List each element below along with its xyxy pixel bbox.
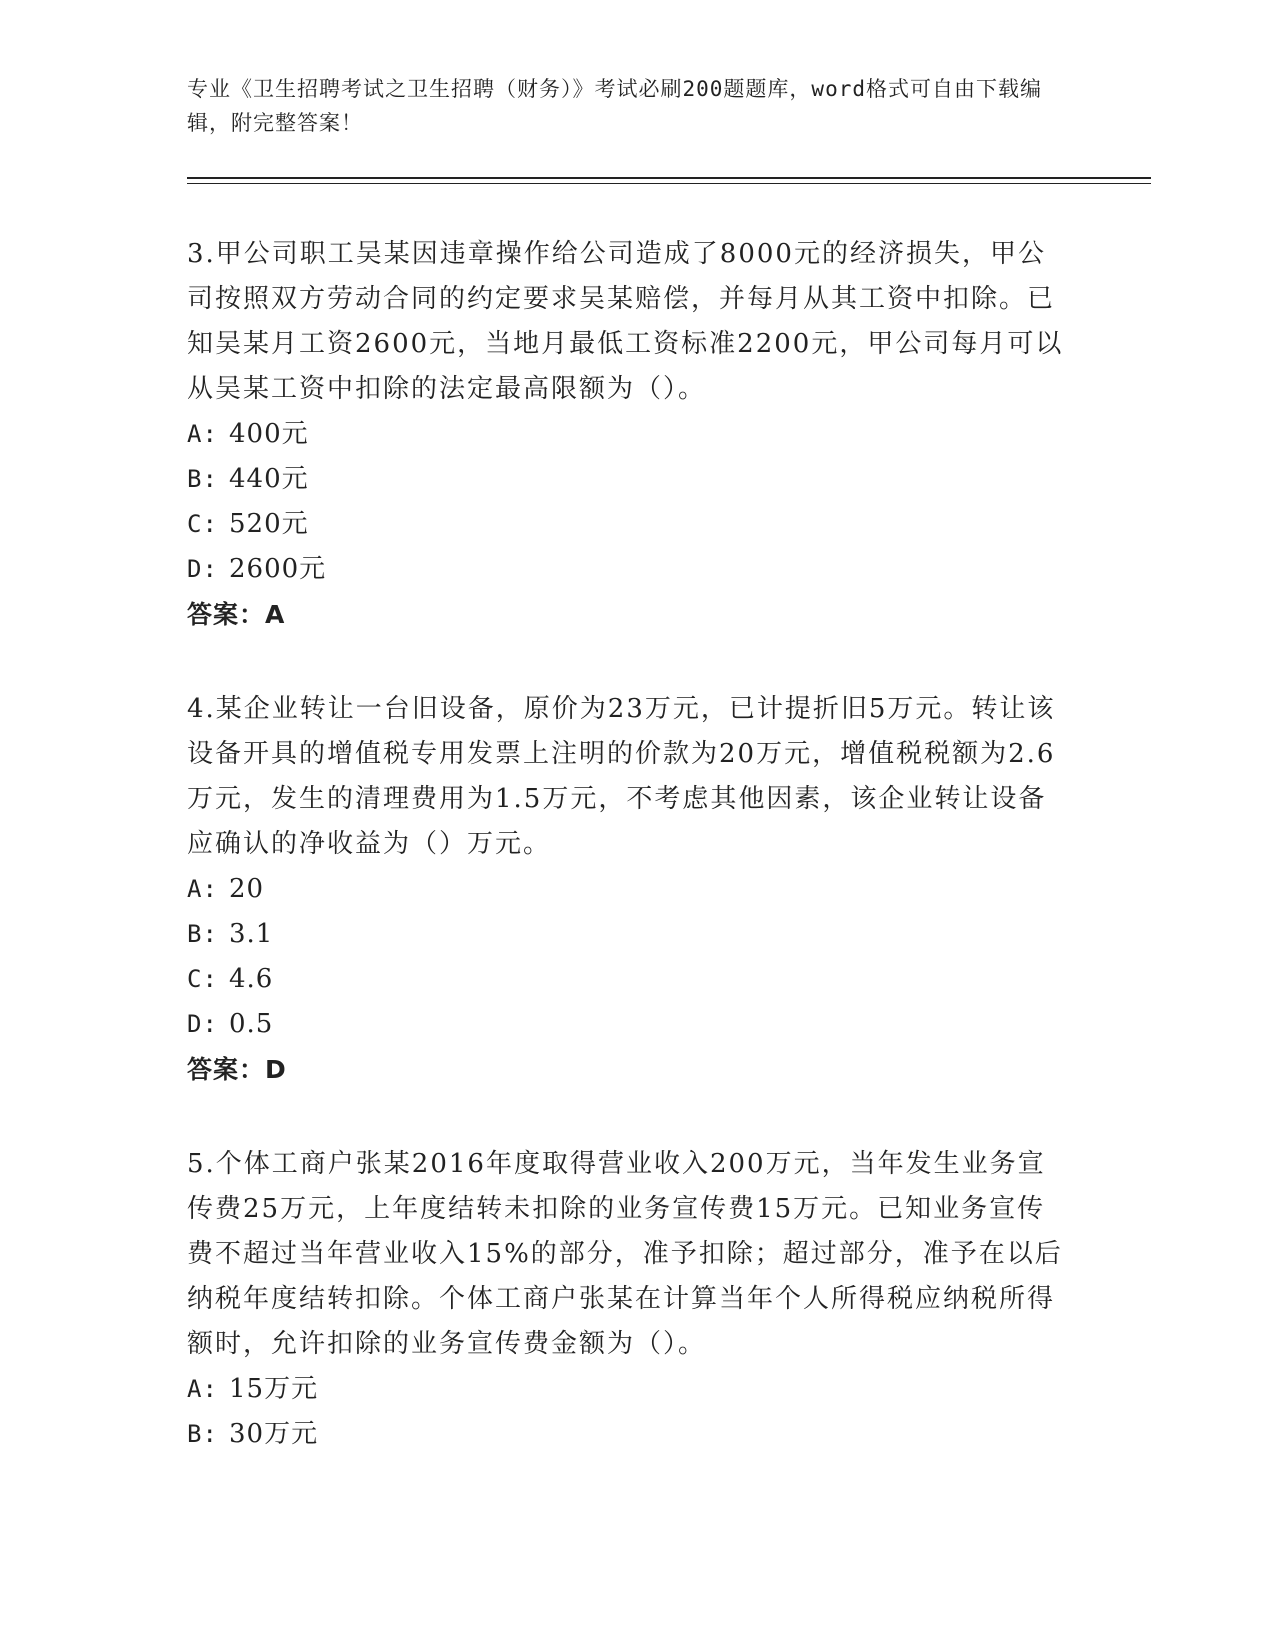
option-letter: D:	[187, 555, 218, 583]
option-b	[187, 1412, 1067, 1457]
option-text: 3.1	[229, 919, 274, 949]
question-5	[187, 1142, 1067, 1457]
option-letter: D:	[187, 1010, 218, 1038]
option-d	[187, 1002, 1067, 1047]
option-text: 400元	[229, 419, 309, 449]
option-text: 20	[229, 874, 265, 904]
question-stem: 3.甲公司职工吴某因违章操作给公司造成了8000元的经济损失，甲公司按照双方劳动合同的约定要求吴某赔偿，并每月从其工资中扣除。已知吴某月工资2600元，当地月最低工资标准2200元，甲公司每月可以从吴某工资中扣除的法定最高限额为（）。	[187, 239, 1064, 404]
option-text: 4.6	[229, 964, 274, 994]
option-a	[187, 412, 1067, 457]
option-text: 0.5	[229, 1009, 274, 1039]
option-letter: C:	[187, 510, 218, 538]
answer-line: 答案：D	[187, 1055, 287, 1084]
option-d	[187, 547, 1067, 592]
option-letter: A:	[187, 1375, 218, 1403]
option-letter: A:	[187, 420, 218, 448]
option-a	[187, 867, 1067, 912]
option-b	[187, 912, 1067, 957]
option-text: 30万元	[229, 1419, 319, 1449]
question-4	[187, 687, 1067, 1092]
option-b	[187, 457, 1067, 502]
question-stem: 5.个体工商户张某2016年度取得营业收入200万元，当年发生业务宣传费25万元，上年度结转未扣除的业务宣传费15万元。已知业务宣传费不超过当年营业收入15%的部分，准予扣除；超过部分，准予在以后纳税年度结转扣除。个体工商户张某在计算当年个人所得税应纳税所得额时，允许扣除的业务宣传费金额为（）。	[187, 1149, 1063, 1359]
option-letter: B:	[187, 1420, 218, 1448]
header-divider-thin	[187, 183, 1151, 184]
answer-line: 答案：A	[187, 600, 286, 629]
question-3	[187, 232, 1067, 637]
option-text: 15万元	[229, 1374, 319, 1404]
option-text: 2600元	[229, 554, 327, 584]
option-text: 440元	[229, 464, 309, 494]
header-divider-thick	[187, 177, 1151, 179]
option-a	[187, 1367, 1067, 1412]
option-c	[187, 957, 1067, 1002]
question-stem: 4.某企业转让一台旧设备，原价为23万元，已计提折旧5万元。转让该设备开具的增值税专用发票上注明的价款为20万元，增值税税额为2.6万元，发生的清理费用为1.5万元，不考虑其他因素，该企业转让设备应确认的净收益为（）万元。	[187, 694, 1056, 859]
option-letter: C:	[187, 965, 218, 993]
document-header: 专业《卫生招聘考试之卫生招聘（财务）》考试必刷200题题库，word格式可自由下载编辑，附完整答案！	[187, 77, 1042, 135]
option-letter: B:	[187, 920, 218, 948]
option-c	[187, 502, 1067, 547]
option-text: 520元	[229, 509, 309, 539]
option-letter: B:	[187, 465, 218, 493]
option-letter: A:	[187, 875, 218, 903]
